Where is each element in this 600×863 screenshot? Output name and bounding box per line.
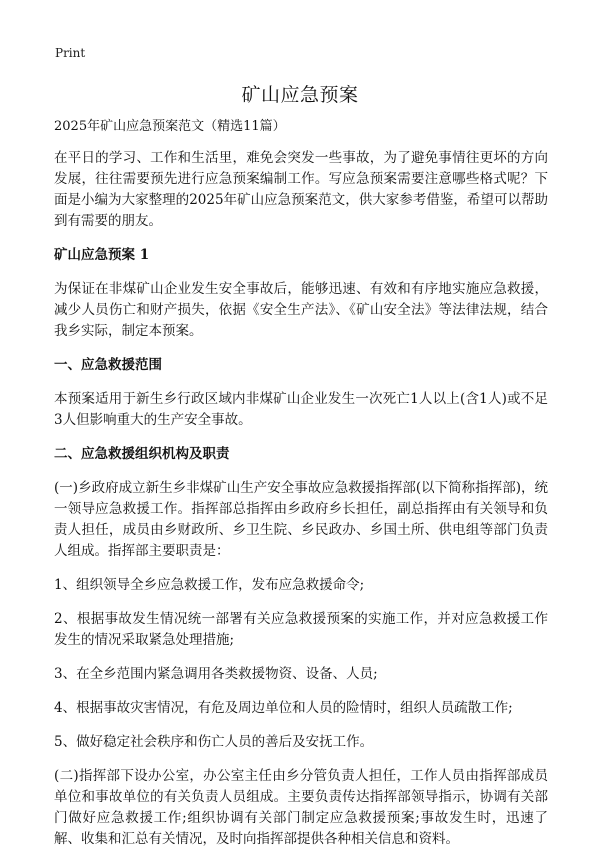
scope-paragraph: 本预案适用于新生乡行政区域内非煤矿山企业发生一次死亡1人以上(含1人)或不足3人但影响重大的生产安全事故。 bbox=[54, 391, 548, 428]
page-title: 矿山应急预案 bbox=[241, 84, 359, 106]
heading-organization: 二、应急救援组织机构及职责 bbox=[54, 446, 230, 462]
document-body bbox=[54, 118, 548, 863]
duty-item-1: 1、组织领导全乡应急救援工作，发布应急救援命令; bbox=[54, 577, 365, 593]
duty-item-4: 4、根据事故灾害情况，有危及周边单位和人员的险情时，组织人员疏散工作; bbox=[54, 700, 513, 716]
duty-item-2: 2、根据事故发生情况统一部署有关应急救援预案的实施工作，并对应急救援工作发生的情况采取紧急处理措施; bbox=[54, 611, 548, 648]
duty-item-5: 5、做好稳定社会秩序和伤亡人员的善后及安抚工作。 bbox=[54, 734, 374, 750]
heading-plan-1: 矿山应急预案 1 bbox=[54, 247, 150, 263]
organization-paragraph-2: (二)指挥部下设办公室，办公室主任由乡分管负责人担任，工作人员由指挥部成员单位和事故单位的有关负责人员组成。主要负责传达指挥部领导指示，协调有关部门做好应急救援工作;组织协调有关部门制定应急救援预案;事故发生时，迅速了解、收集和汇总有关情况，及时向指挥部提供各种相关信息和资料。 bbox=[54, 768, 548, 847]
duty-item-3: 3、在全乡范围内紧急调用各类救援物资、设备、人员; bbox=[54, 666, 378, 682]
intro-paragraph: 在平日的学习、工作和生活里，难免会突发一些事故，为了避免事情往更坏的方向发展，往往需要预先进行应急预案编制工作。写应急预案需要注意哪些格式呢？下面是小编为大家整理的2025年矿山应急预案范文，供大家参考借鉴，希望可以帮助到有需要的朋友。 bbox=[54, 150, 548, 229]
print-link[interactable]: Print bbox=[55, 46, 86, 60]
document-subtitle: 2025年矿山应急预案范文（精选11篇） bbox=[54, 119, 286, 134]
organization-paragraph-1: (一)乡政府成立新生乡非煤矿山生产安全事故应急救援指挥部(以下简称指挥部)，统一领导应急救援工作。指挥部总指挥由乡政府乡长担任，副总指挥由有关领导和负责人担任，成员由乡财政所、乡卫生院、乡民政办、乡国土所、供电组等部门负责人组成。指挥部主要职责是： bbox=[54, 480, 548, 559]
purpose-paragraph: 为保证在非煤矿山企业发生安全事故后，能够迅速、有效和有序地实施应急救援，减少人员伤亡和财产损失，依据《安全生产法》、《矿山安全法》等法律法规，结合我乡实际，制定本预案。 bbox=[54, 281, 548, 339]
heading-scope: 一、应急救援范围 bbox=[54, 357, 162, 373]
